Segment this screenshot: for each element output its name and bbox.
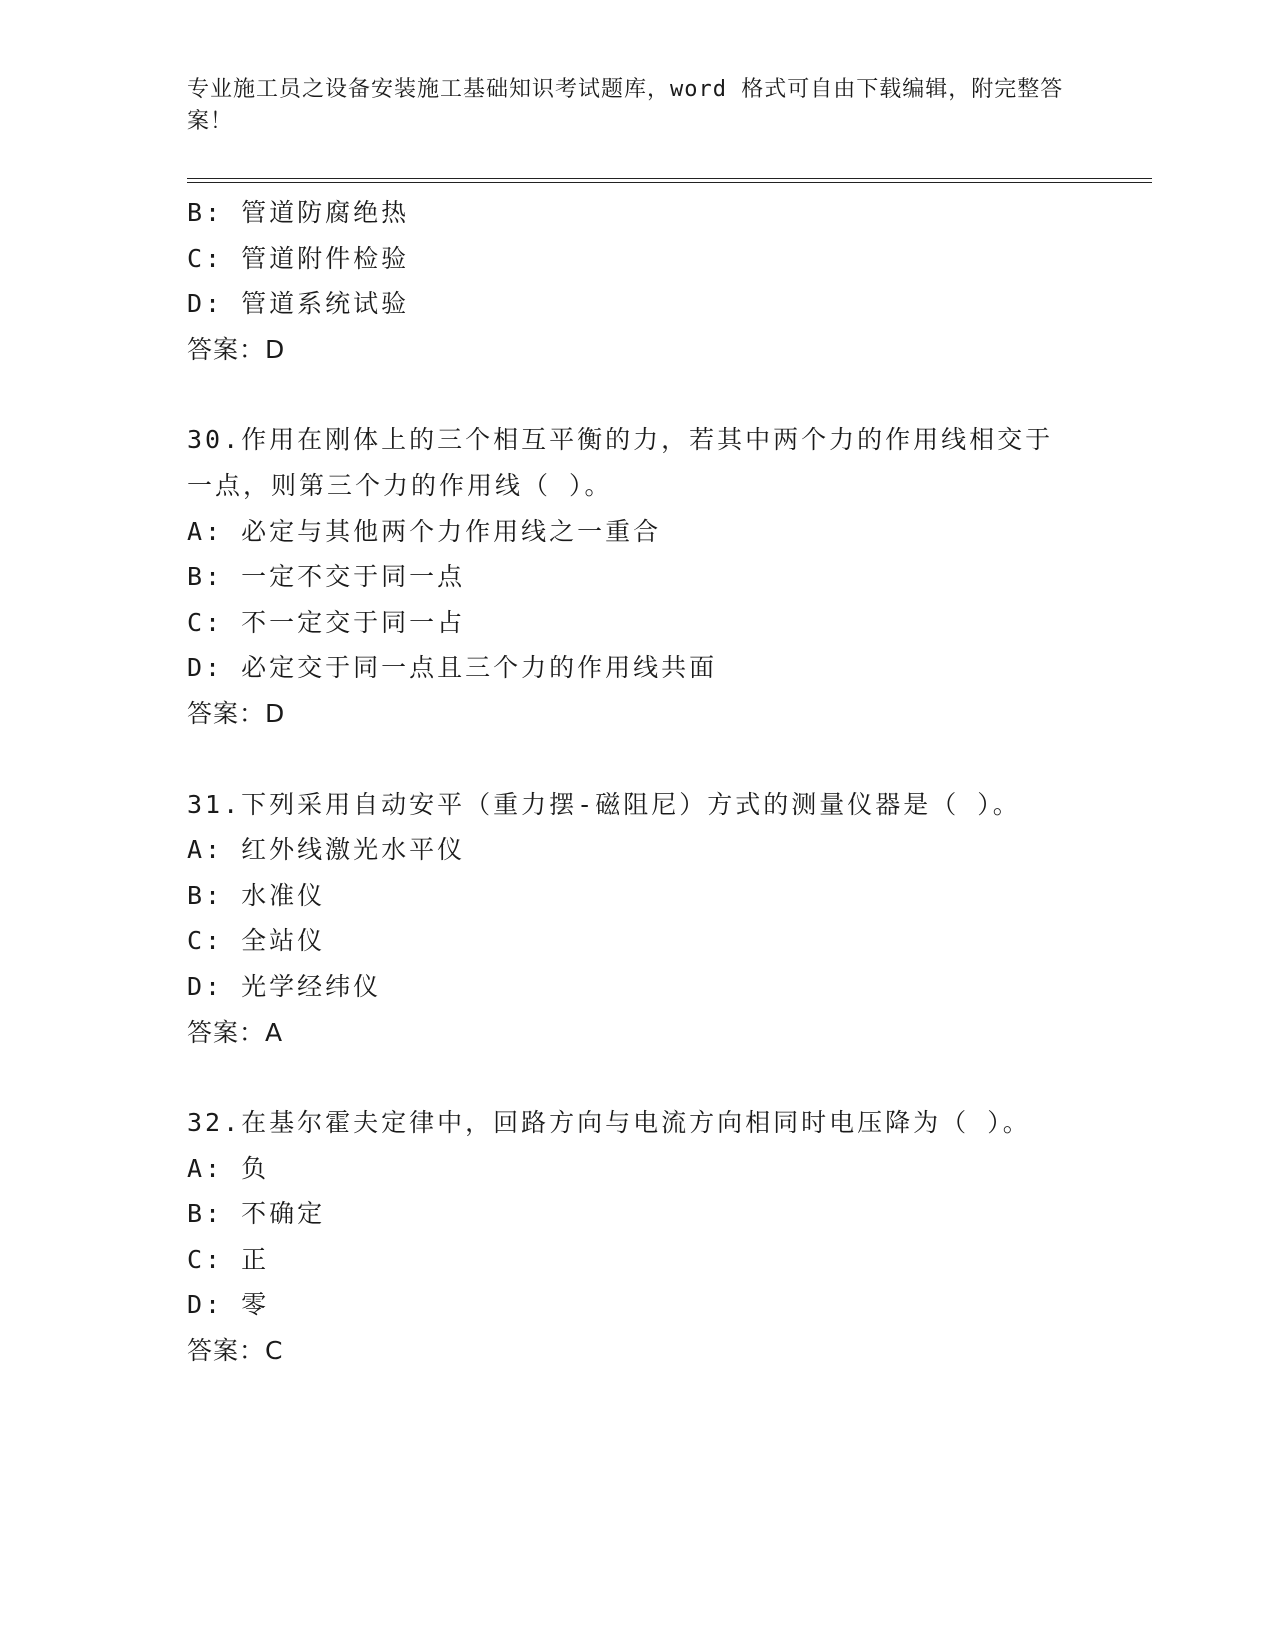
option-c: C: 全站仪: [187, 926, 326, 956]
question-fragment: [187, 190, 1087, 372]
question-31: [187, 782, 1087, 1056]
header-divider-top: [187, 178, 1152, 179]
document-body: [187, 190, 1087, 1374]
answer-line: 答案：C: [187, 1336, 284, 1366]
question-stem-line1: 32.在基尔霍夫定律中，回路方向与电流方向相同时电压降为（ ）。: [187, 1108, 1031, 1138]
question-stem-line2: 一点，则第三个力的作用线（ ）。: [187, 470, 613, 500]
option-d: D: 必定交于同一点且三个力的作用线共面: [187, 653, 718, 683]
question-stem-line1: 30.作用在刚体上的三个相互平衡的力，若其中两个力的作用线相交于: [187, 425, 1054, 455]
option-a: A: 负: [187, 1153, 270, 1183]
option-a: A: 红外线激光水平仪: [187, 835, 466, 865]
question-32: [187, 1100, 1087, 1374]
option-a: A: 必定与其他两个力作用线之一重合: [187, 516, 662, 546]
option-b: B: 一定不交于同一点: [187, 562, 466, 592]
option-c: C: 管道附件检验: [187, 243, 410, 273]
option-d: D: 光学经纬仪: [187, 971, 382, 1001]
option-c: C: 正: [187, 1244, 270, 1274]
document-header: 专业施工员之设备安装施工基础知识考试题库，word 格式可自由下载编辑，附完整答案！: [187, 77, 1064, 134]
question-stem-line1: 31.下列采用自动安平（重力摆-磁阻尼）方式的测量仪器是（ ）。: [187, 789, 1021, 819]
option-d: D: 管道系统试验: [187, 289, 410, 319]
option-b: B: 水准仪: [187, 880, 326, 910]
question-30: [187, 417, 1087, 736]
option-b: B: 不确定: [187, 1199, 326, 1229]
option-b: B: 管道防腐绝热: [187, 198, 410, 227]
header-divider-bottom: [187, 182, 1152, 183]
option-d: D: 零: [187, 1290, 270, 1320]
option-c: C: 不一定交于同一占: [187, 607, 466, 637]
answer-line: 答案：D: [187, 698, 286, 728]
answer-line: 答案：D: [187, 334, 286, 364]
answer-line: 答案：A: [187, 1017, 284, 1047]
